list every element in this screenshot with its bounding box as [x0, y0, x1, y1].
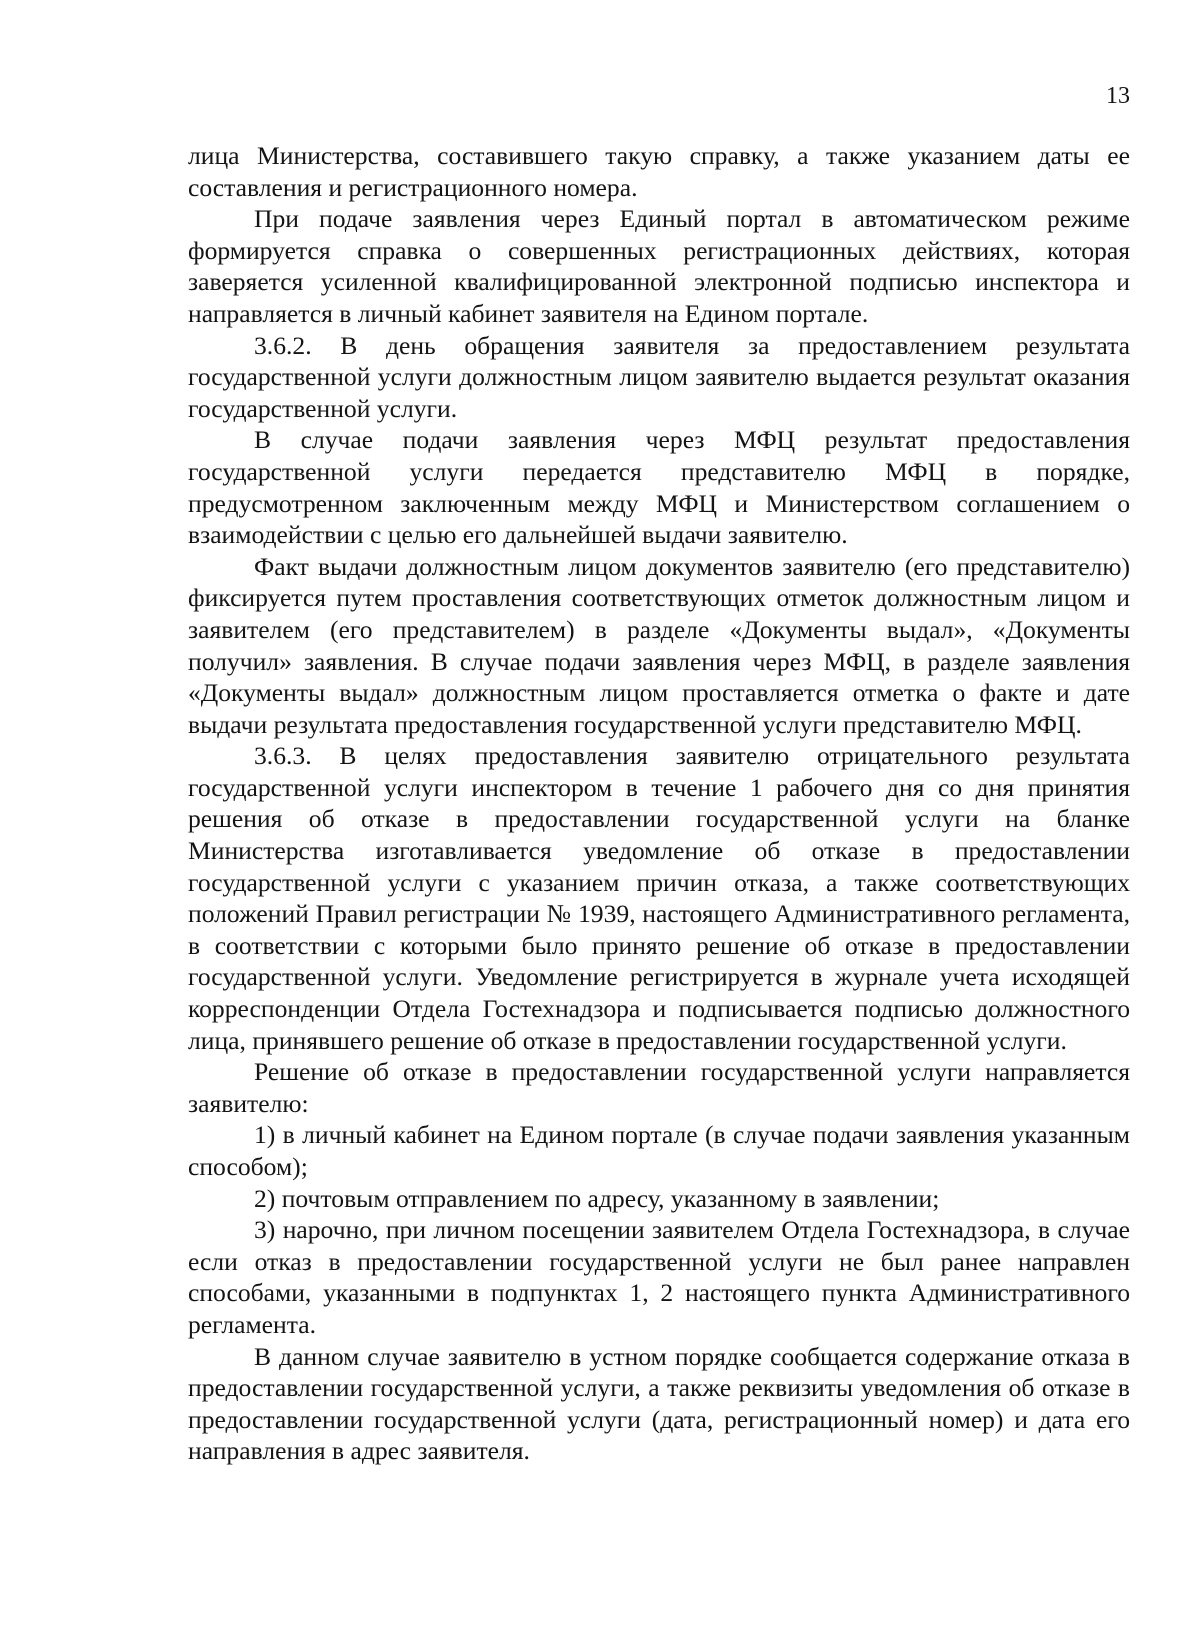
document-paragraph: Решение об отказе в предоставлении государственной услуги направляется заявителю: [188, 1057, 1130, 1118]
document-paragraph: В данном случае заявителю в устном порядке сообщается содержание отказа в предоставлении государственной услуги, а также реквизиты уведомления об отказе в предоставлении государственной услуги (дата, регистрационный номер) и дата его направления в адрес заявителя. [188, 1341, 1130, 1466]
document-paragraph: 2) почтовым отправлением по адресу, указанному в заявлении; [254, 1183, 940, 1213]
document-paragraph: 1) в личный кабинет на Едином портале (в случае подачи заявления указанным способом); [188, 1120, 1130, 1181]
document-paragraph: лица Министерства, составившего такую справку, а также указанием даты ее составления и регистрационного номера. [188, 141, 1130, 202]
document-paragraph: 3) нарочно, при личном посещении заявителем Отдела Гостехнадзора, в случае если отказ в предоставлении государственной услуги не был ранее направлен способами, указанными в подпунктах 1, 2 настоящего пункта Административного регламента. [188, 1215, 1130, 1339]
document-paragraph: 3.6.2. В день обращения заявителя за предоставлением результата государственной услуги должностным лицом заявителю выдается результат оказания государственной услуги. [188, 330, 1130, 423]
page-number: 13 [1106, 83, 1130, 109]
document-paragraph: В случае подачи заявления через МФЦ результат предоставления государственной услуги передается представителю МФЦ в порядке, предусмотренном заключенным между МФЦ и Министерством соглашением о взаимодействии с целью его дальнейшей выдачи заявителю. [188, 425, 1130, 550]
document-paragraph: Факт выдачи должностным лицом документов заявителю (его представителю) фиксируется путем проставления соответствующих отметок должностным лицом и заявителем (его представителем) в разделе «Документы выдал», «Документы получил» заявления. В случае подачи заявления через МФЦ, в разделе заявления «Документы выдал» должностным лицом проставляется отметка о факте и дате выдачи результата предоставления государственной услуги представителю МФЦ. [188, 551, 1130, 739]
document-body [188, 140, 1130, 1467]
document-paragraph: При подаче заявления через Единый портал в автоматическом режиме формируется справка о совершенных регистрационных действиях, которая заверяется усиленной квалифицированной электронной подписью инспектора и направляется в личный кабинет заявителя на Едином портале. [188, 204, 1130, 328]
document-paragraph: 3.6.3. В целях предоставления заявителю отрицательного результата государственной услуги инспектором в течение 1 рабочего дня со дня принятия решения об отказе в предоставлении государственной услуги на бланке Министерства изготавливается уведомление об отказе в предоставлении государственной услуги с указанием причин отказа, а также соответствующих положений Правил регистрации № 1939, настоящего Административного регламента, в соответствии с которыми было принято решение об отказе в предоставлении государственной услуги. Уведомление регистрируется в журнале учета исходящей корреспонденции Отдела Гостехнадзора и подписывается подписью должностного лица, принявшего решение об отказе в предоставлении государственной услуги. [188, 741, 1130, 1055]
